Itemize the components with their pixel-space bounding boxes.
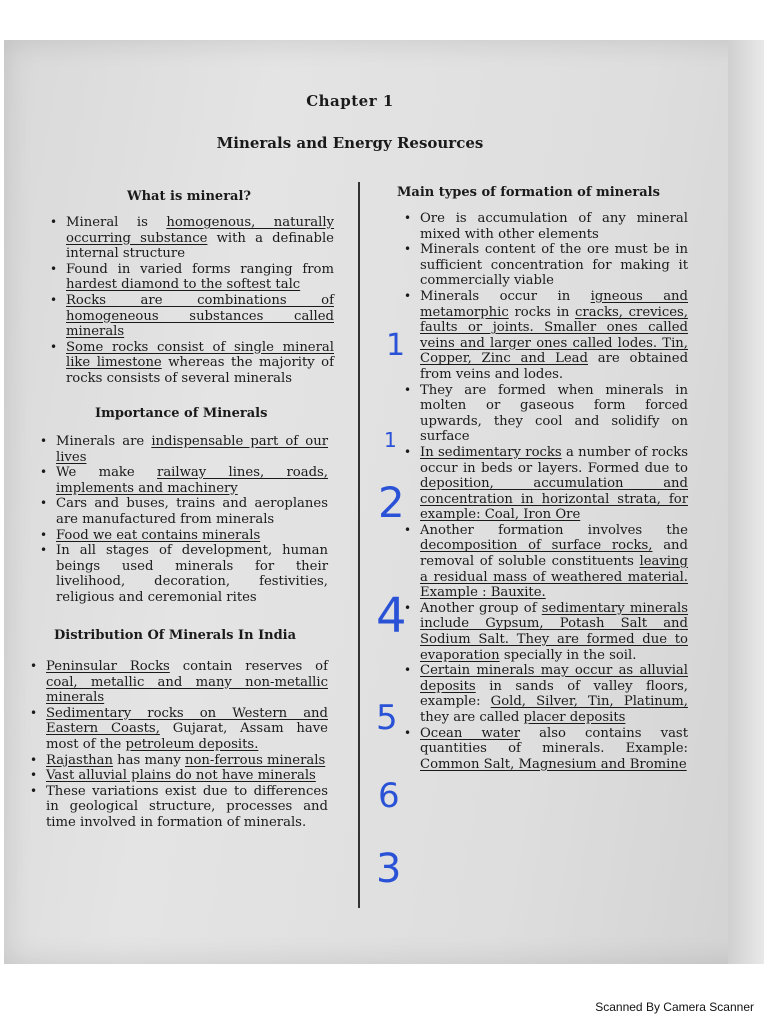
list-item: • Found in varied forms ranging from hardest diamond to the softest talc (46, 262, 334, 293)
importance-heading: Importance of Minerals (95, 406, 268, 421)
list-item: • Minerals content of the ore must be in sufficient concentration for making it commercially viable (400, 242, 688, 289)
list-item: • Ore is accumulation of any mineral mixed with other elements (400, 211, 688, 242)
list-item: • Ocean water also contains vast quantities of minerals. Example: Common Salt, Magnesium and Bromine (400, 726, 688, 773)
handwritten-number: 4 (376, 588, 407, 644)
importance-list (36, 434, 328, 606)
list-item: • Minerals occur in igneous and metamorphic rocks in cracks, crevices, faults or joints. Smaller ones called veins and larger ones called lodes. Tin, Copper, Zinc and Lead are obtained from veins and lodes. (400, 289, 688, 383)
list-item: • Mineral is homogenous, naturally occurring substance with a definable internal structure (46, 215, 334, 262)
page-edge-shadow (728, 40, 764, 964)
list-item: • Food we eat contains minerals (36, 528, 328, 544)
list-item: • Rocks are combinations of homogeneous substances called minerals (46, 293, 334, 340)
handwritten-number: 2 (378, 478, 405, 527)
list-item: • We make railway lines, roads, implements and machinery (36, 465, 328, 496)
list-item: • In all stages of development, human beings used minerals for their livelihood, decoration, festivities, religious and ceremonial rites (36, 543, 328, 605)
list-item: • They are formed when minerals in molten or gaseous form forced upwards, they cool and solidify on surface (400, 383, 688, 445)
list-item: • Rajasthan has many non-ferrous minerals (26, 753, 328, 769)
distribution-list (26, 659, 328, 831)
handwritten-number: 1 (386, 328, 406, 363)
formation-list (400, 211, 688, 772)
handwritten-number: 1 (384, 428, 397, 452)
column-divider (358, 182, 360, 908)
what-is-mineral-list (46, 215, 334, 387)
what-is-mineral-heading: What is mineral? (127, 189, 252, 204)
list-item: • Minerals are indispensable part of our lives (36, 434, 328, 465)
list-item: • Sedimentary rocks on Western and Eastern Coasts, Gujarat, Assam have most of the petroleum deposits. (26, 706, 328, 753)
chapter-title: Minerals and Energy Resources (216, 134, 484, 152)
list-item: • In sedimentary rocks a number of rocks occur in beds or layers. Formed due to deposition, accumulation and concentration in horizontal strata, for example: Coal, Iron Ore (400, 445, 688, 523)
chapter-number: Chapter 1 (306, 92, 394, 110)
formation-heading: Main types of formation of minerals (397, 185, 660, 200)
list-item: • Another formation involves the decomposition of surface rocks, and removal of soluble constituents leaving a residual mass of weathered material. Example : Bauxite. (400, 523, 688, 601)
distribution-heading: Distribution Of Minerals In India (54, 628, 297, 643)
list-item: • These variations exist due to differences in geological structure, processes and time involved in formation of minerals. (26, 784, 328, 831)
handwritten-number: 6 (378, 776, 400, 816)
list-item: • Some rocks consist of single mineral like limestone whereas the majority of rocks consists of several minerals (46, 340, 334, 387)
list-item: • Certain minerals may occur as alluvial deposits in sands of valley floors, example: Gold, Silver, Tin, Platinum, they are called placer deposits (400, 663, 688, 725)
list-item: • Peninsular Rocks contain reserves of coal, metallic and many non-metallic minerals (26, 659, 328, 706)
list-item: • Cars and buses, trains and aeroplanes are manufactured from minerals (36, 496, 328, 527)
list-item: • Another group of sedimentary minerals include Gypsum, Potash Salt and Sodium Salt. They are formed due to evaporation specially in the soil. (400, 601, 688, 663)
scanner-watermark: Scanned By Camera Scanner (595, 1000, 754, 1014)
handwritten-number: 3 (376, 846, 402, 892)
list-item: • Vast alluvial plains do not have minerals (26, 768, 328, 784)
handwritten-number: 5 (376, 698, 398, 738)
